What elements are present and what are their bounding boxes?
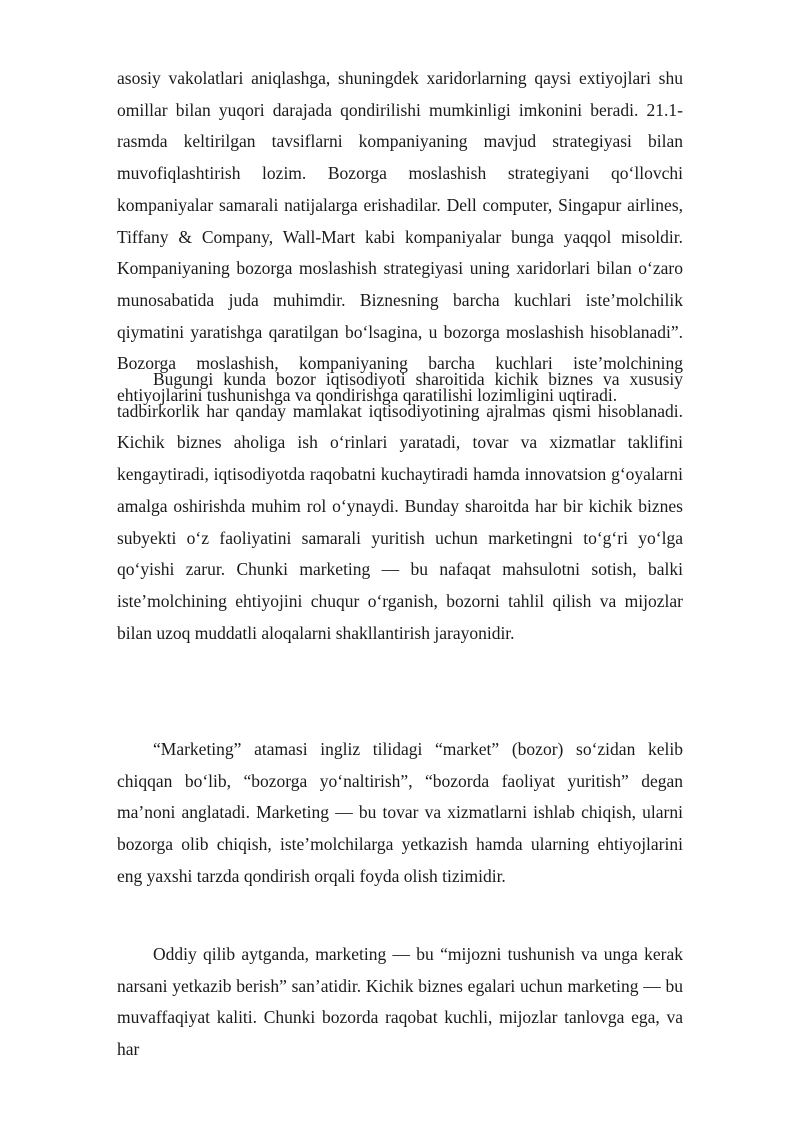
paragraph-1: asosiy vakolatlari aniqlashga, shuningdek xaridorlarning qaysi extiyojlari shu omillar bilan yuqori darajada qondirilishi mumkinligi imkonini beradi. 21.1-rasmda keltirilgan tavsiflarni kompaniyaning mavjud strategiyasi bilan muvofiqlashtirish lozim. Bozorga moslashish strategiyani qo‘llovchi kompaniyalar samarali natijalarga erishadilar. Dell computer, Singapur airlines, Tiffany & Company, Wall-Mart kabi kompaniyalar bunga yaqqol misoldir. Kompaniyaning bozorga moslashish strategiyasi uning xaridorlari bilan o‘zaro munosabatida juda muhimdir. Biznesning barcha kuchlari iste’molchilik qiymatini yaratishga qaratilgan bo‘lsagina, u bozorga moslashish hisoblanadi”. Bozorga moslashish, kompaniyaning barcha kuchlari iste’molchining ehtiyojlarini tushunishga va qondirishga qaratilishi lozimligini uqtiradi.	[117, 68, 683, 406]
paragraph-3: “Marketing” atamasi ingliz tilidagi “market” (bozor) so‘zidan kelib chiqqan bo‘lib, “bozorga yo‘naltirish”, “bozorda faoliyat yuritish” degan ma’noni anglatadi. Marketing — bu tovar va xizmatlarni ishlab chiqish, ularni bozorga olib chiqish, iste’molchilarga yetkazish hamda ularning ehtiyojlarini eng yaxshi tarzda qondirish orqali foyda olish tizimidir.	[117, 739, 683, 886]
paragraph-4: Oddiy qilib aytganda, marketing — bu “mijozni tushunish va unga kerak narsani yetkazib berish” san’atidir. Kichik biznes egalari uchun marketing — bu muvaffaqiyat kaliti. Chunki bozorda raqobat kuchli, mijozlar tanlovga ega, va har	[117, 944, 683, 1060]
paragraph-2: Bugungi kunda bozor iqtisodiyoti sharoitida kichik biznes va xususiy tadbirkorlik har qanday mamlakat iqtisodiyotining ajralmas qismi hisoblanadi. Kichik biznes aholiga ish o‘rinlari yaratadi, tovar va xizmatlar taklifini kengaytiradi, iqtisodiyotda raqobatni kuchaytiradi hamda innovatsion g‘oyalarni amalga oshirishda muhim rol o‘ynaydi. Bunday sharoitda har bir kichik biznes subyekti o‘z faoliyatini samarali yuritish uchun marketingni to‘g‘ri yo‘lga qo‘yishi zarur. Chunki marketing — bu nafaqat mahsulotni sotish, balki iste’molchining ehtiyojini chuqur o‘rganish, bozorni tahlil qilish va mijozlar bilan uzoq muddatli aloqalarni shakllantirish jarayonidir.	[117, 369, 683, 643]
